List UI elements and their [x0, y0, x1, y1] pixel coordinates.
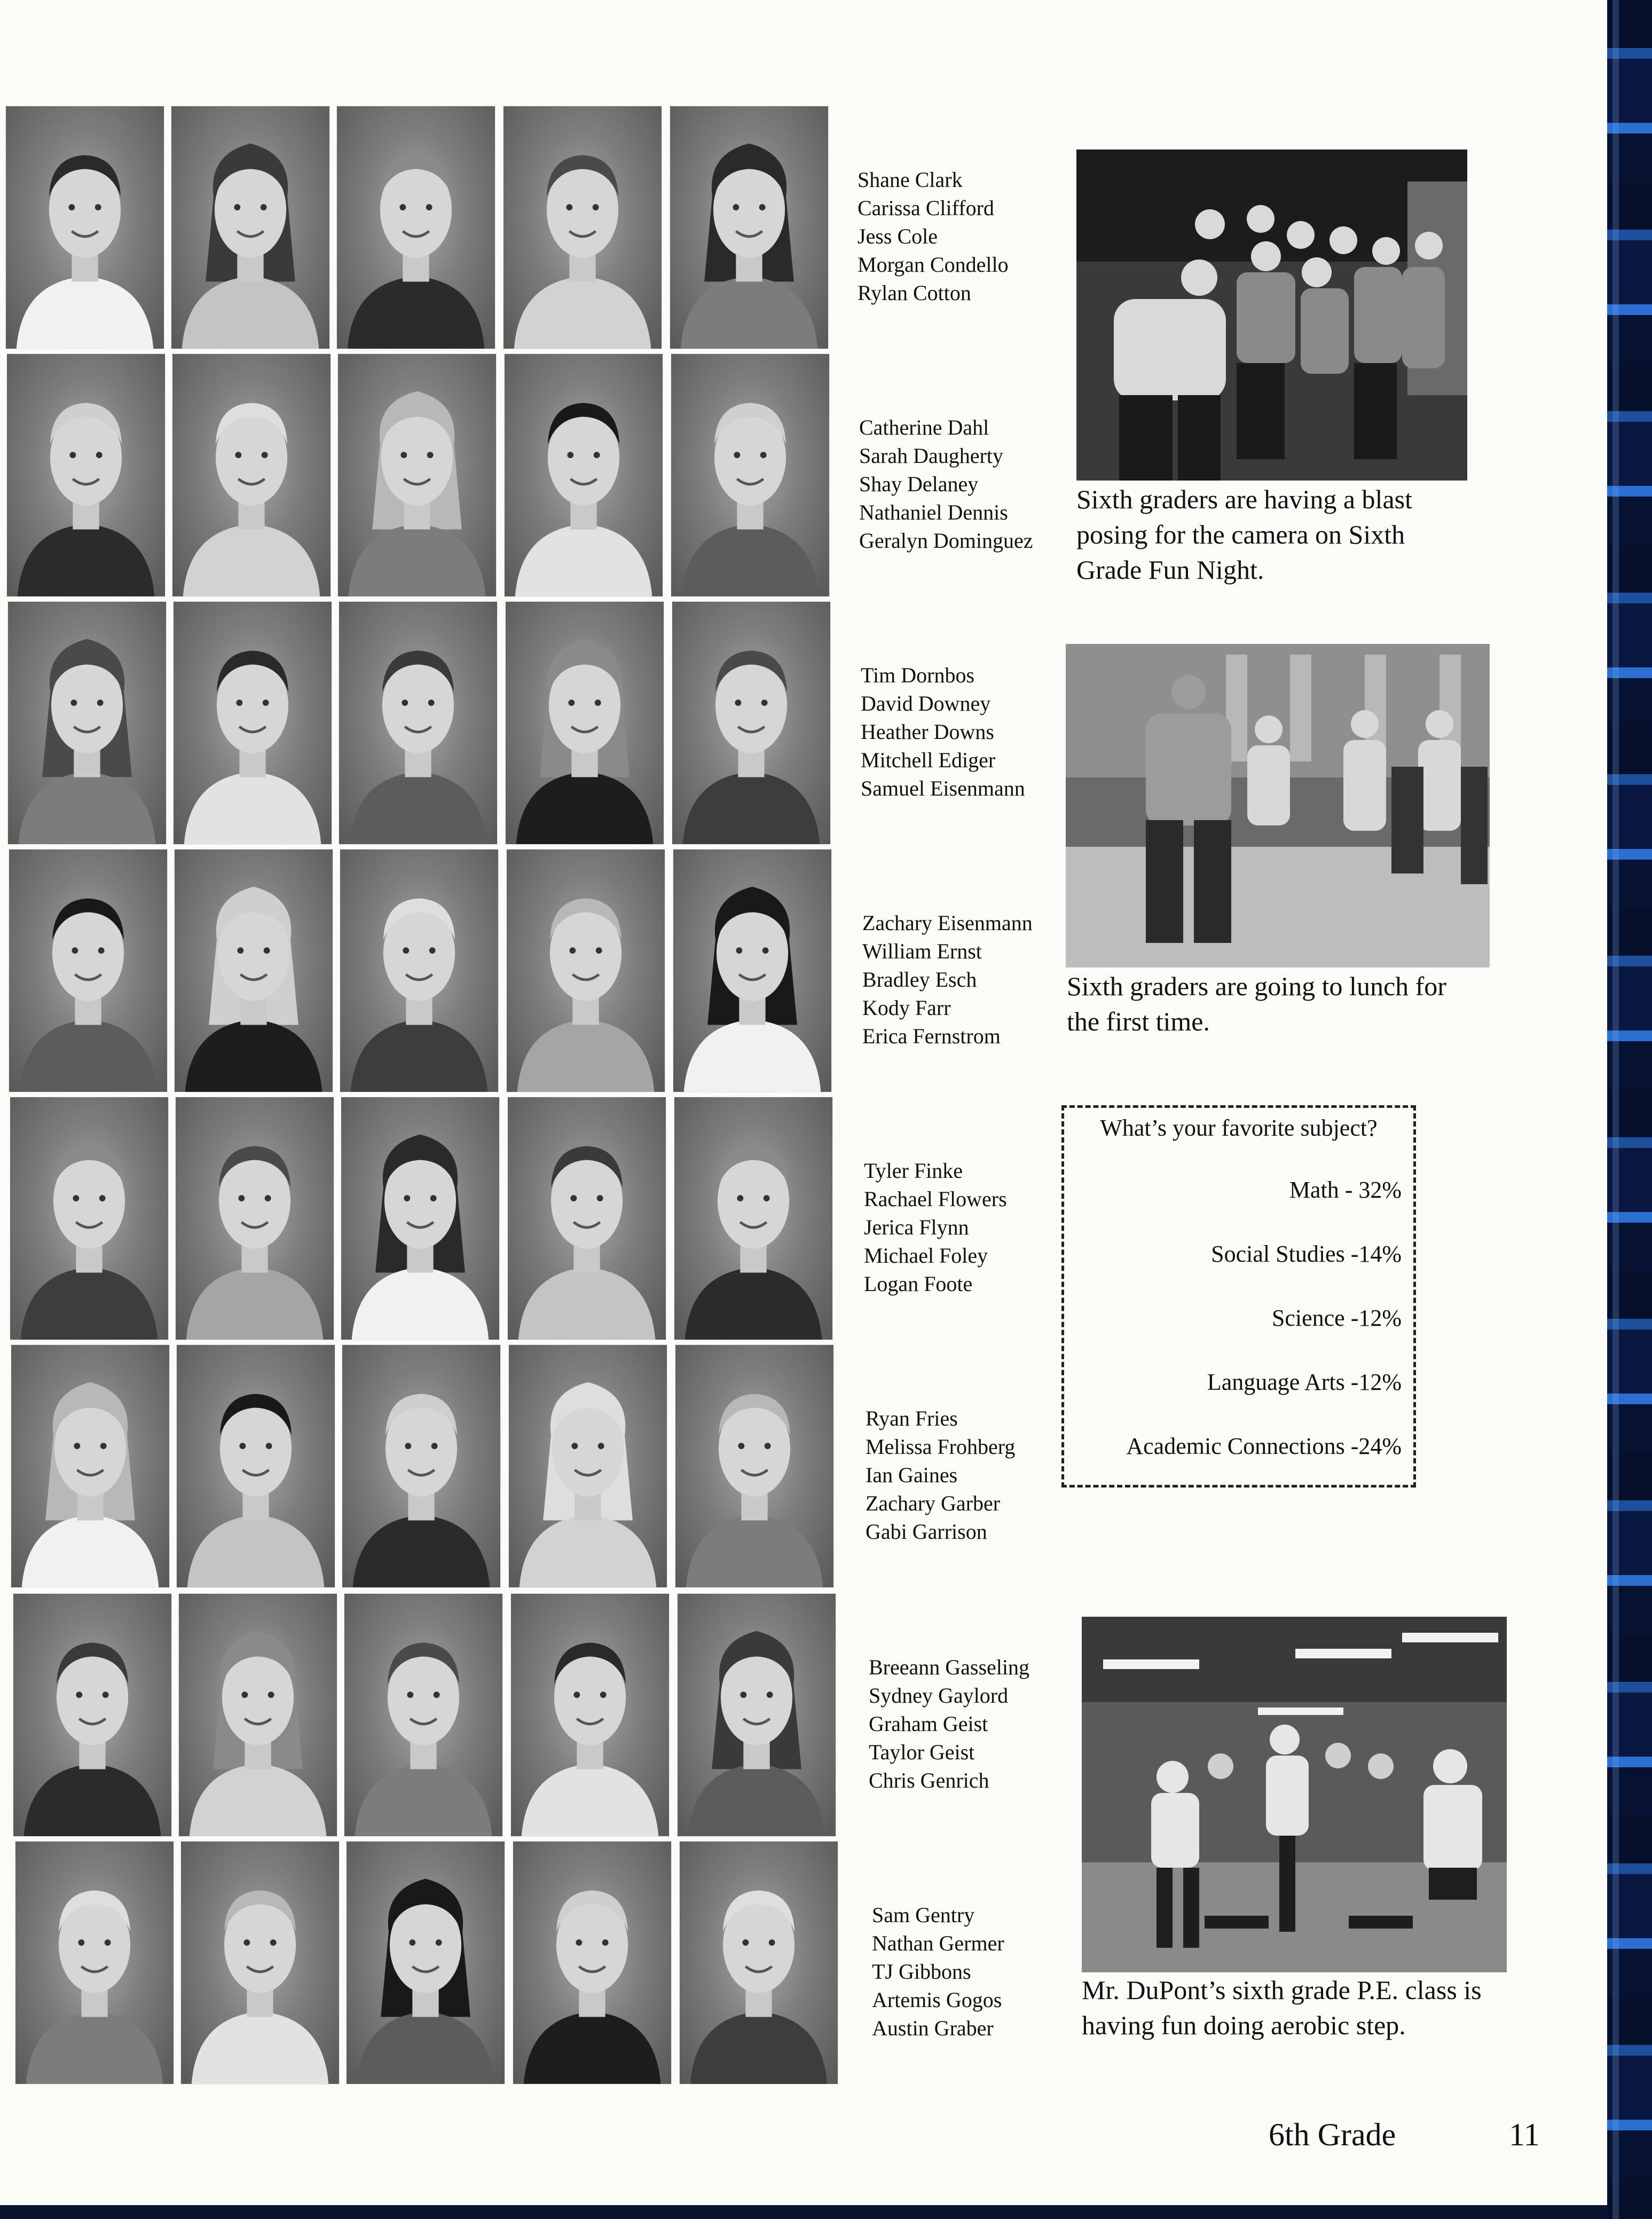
student-name: Jerica Flynn — [864, 1215, 969, 1239]
fun-night-caption: Sixth graders are having a blast posing for the camera on Sixth Grade Fun Night. — [1076, 484, 1412, 585]
student-portrait — [341, 1097, 500, 1340]
name-list — [859, 413, 1033, 555]
student-name: Zachary Garber — [866, 1491, 1001, 1515]
student-name: Rachael Flowers — [864, 1187, 1007, 1211]
name-list — [866, 1404, 1015, 1546]
name-list — [861, 661, 1025, 802]
student-portrait — [6, 353, 166, 597]
student-name: Samuel Eisenmann — [861, 776, 1025, 800]
pe-class-photo — [1082, 1617, 1507, 1972]
student-name: David Downey — [861, 691, 991, 715]
student-name: William Ernst — [862, 939, 982, 963]
student-portrait — [513, 1841, 672, 2084]
student-portrait — [670, 106, 829, 349]
student-portrait — [11, 1344, 170, 1588]
student-portrait — [15, 1841, 174, 2084]
student-name: Carissa Clifford — [858, 196, 994, 220]
student-portrait — [674, 1097, 833, 1340]
student-portrait — [342, 1344, 501, 1588]
student-name: Kody Farr — [862, 996, 951, 1020]
student-portrait — [346, 1841, 505, 2084]
student-name: Shane Clark — [858, 168, 963, 192]
student-name: Shay Delaney — [859, 472, 979, 496]
survey-answer: Math - 32% — [1289, 1177, 1402, 1203]
student-name: Sydney Gaylord — [869, 1683, 1009, 1707]
student-name: Breeann Gasseling — [869, 1655, 1030, 1679]
name-list — [869, 1653, 1029, 1795]
student-portrait — [507, 1097, 666, 1340]
student-name: Artemis Gogos — [872, 1988, 1002, 2012]
student-name: Nathan Germer — [872, 1931, 1004, 1955]
student-name: Sarah Daugherty — [859, 444, 1003, 468]
page-number: 11 — [1509, 2117, 1540, 2152]
student-name: Morgan Condello — [858, 253, 1009, 277]
student-portrait — [173, 601, 332, 845]
student-portrait — [176, 1344, 335, 1588]
name-list — [864, 1156, 1007, 1298]
student-name: TJ Gibbons — [872, 1960, 971, 1984]
student-portrait — [337, 353, 497, 597]
lunch-photo — [1066, 644, 1490, 967]
student-portrait — [10, 1097, 169, 1340]
student-portrait — [339, 601, 498, 845]
student-portrait — [340, 849, 499, 1092]
section-title: 6th Grade — [1269, 2117, 1396, 2152]
student-portrait — [508, 1344, 667, 1588]
name-list — [862, 909, 1033, 1050]
student-name: Mitchell Ediger — [861, 748, 996, 772]
student-name: Catherine Dahl — [859, 415, 989, 439]
student-name: Geralyn Dominguez — [859, 529, 1033, 553]
student-name: Tyler Finke — [864, 1159, 963, 1183]
name-list — [872, 1901, 1004, 2042]
student-name: Tim Dornbos — [861, 663, 975, 687]
student-portrait — [677, 1593, 836, 1837]
student-name: Heather Downs — [861, 720, 994, 744]
student-portrait — [7, 601, 167, 845]
student-portrait — [171, 106, 330, 349]
student-portrait — [336, 106, 495, 349]
student-name: Melissa Frohberg — [866, 1435, 1016, 1459]
survey-question: What’s your favorite subject? — [1100, 1115, 1378, 1141]
student-portrait — [504, 353, 663, 597]
student-portrait — [5, 106, 164, 349]
lunch-caption: Sixth graders are going to lunch for the first time. — [1067, 971, 1446, 1036]
fun-night-photo — [1076, 149, 1467, 481]
student-portrait — [344, 1593, 503, 1837]
student-portrait — [673, 849, 832, 1092]
student-name: Taylor Geist — [869, 1740, 975, 1764]
student-name: Rylan Cotton — [858, 281, 971, 305]
student-portrait — [679, 1841, 838, 2084]
student-portrait — [671, 353, 830, 597]
page-edge-strip — [1607, 0, 1652, 2219]
student-name: Michael Foley — [864, 1244, 988, 1268]
survey-answer: Academic Connections -24% — [1126, 1433, 1402, 1459]
name-list — [858, 166, 1009, 307]
student-portrait — [510, 1593, 670, 1837]
survey-answer: Science -12% — [1271, 1305, 1402, 1331]
survey-answer: Language Arts -12% — [1207, 1369, 1402, 1395]
student-name: Austin Graber — [872, 2016, 994, 2040]
favorite-subject-survey — [1061, 1105, 1416, 1488]
student-name: Ian Gaines — [866, 1463, 958, 1487]
student-name: Ryan Fries — [866, 1406, 958, 1430]
student-portrait — [175, 1097, 334, 1340]
student-name: Graham Geist — [869, 1712, 988, 1736]
student-portrait — [503, 106, 662, 349]
student-portrait — [675, 1344, 834, 1588]
student-portrait — [178, 1593, 337, 1837]
student-portrait — [672, 601, 831, 845]
student-name: Jess Cole — [858, 224, 938, 248]
survey-answer: Social Studies -14% — [1211, 1241, 1402, 1267]
pe-class-caption: Mr. DuPont’s sixth grade P.E. class is having fun doing aerobic step. — [1082, 1975, 1482, 2040]
student-name: Chris Genrich — [869, 1768, 989, 1792]
student-name: Sam Gentry — [872, 1903, 975, 1927]
student-portrait — [506, 849, 665, 1092]
student-portrait — [9, 849, 168, 1092]
student-portrait — [180, 1841, 340, 2084]
student-name: Nathaniel Dennis — [859, 500, 1008, 524]
student-name: Erica Fernstrom — [862, 1024, 1001, 1048]
student-name: Bradley Esch — [862, 967, 977, 992]
student-portrait — [13, 1593, 172, 1837]
student-name: Zachary Eisenmann — [862, 911, 1033, 935]
student-portrait — [505, 601, 664, 845]
student-portrait — [174, 849, 333, 1092]
student-name: Gabi Garrison — [866, 1520, 987, 1544]
student-name: Logan Foote — [864, 1272, 973, 1296]
student-portrait — [172, 353, 331, 597]
